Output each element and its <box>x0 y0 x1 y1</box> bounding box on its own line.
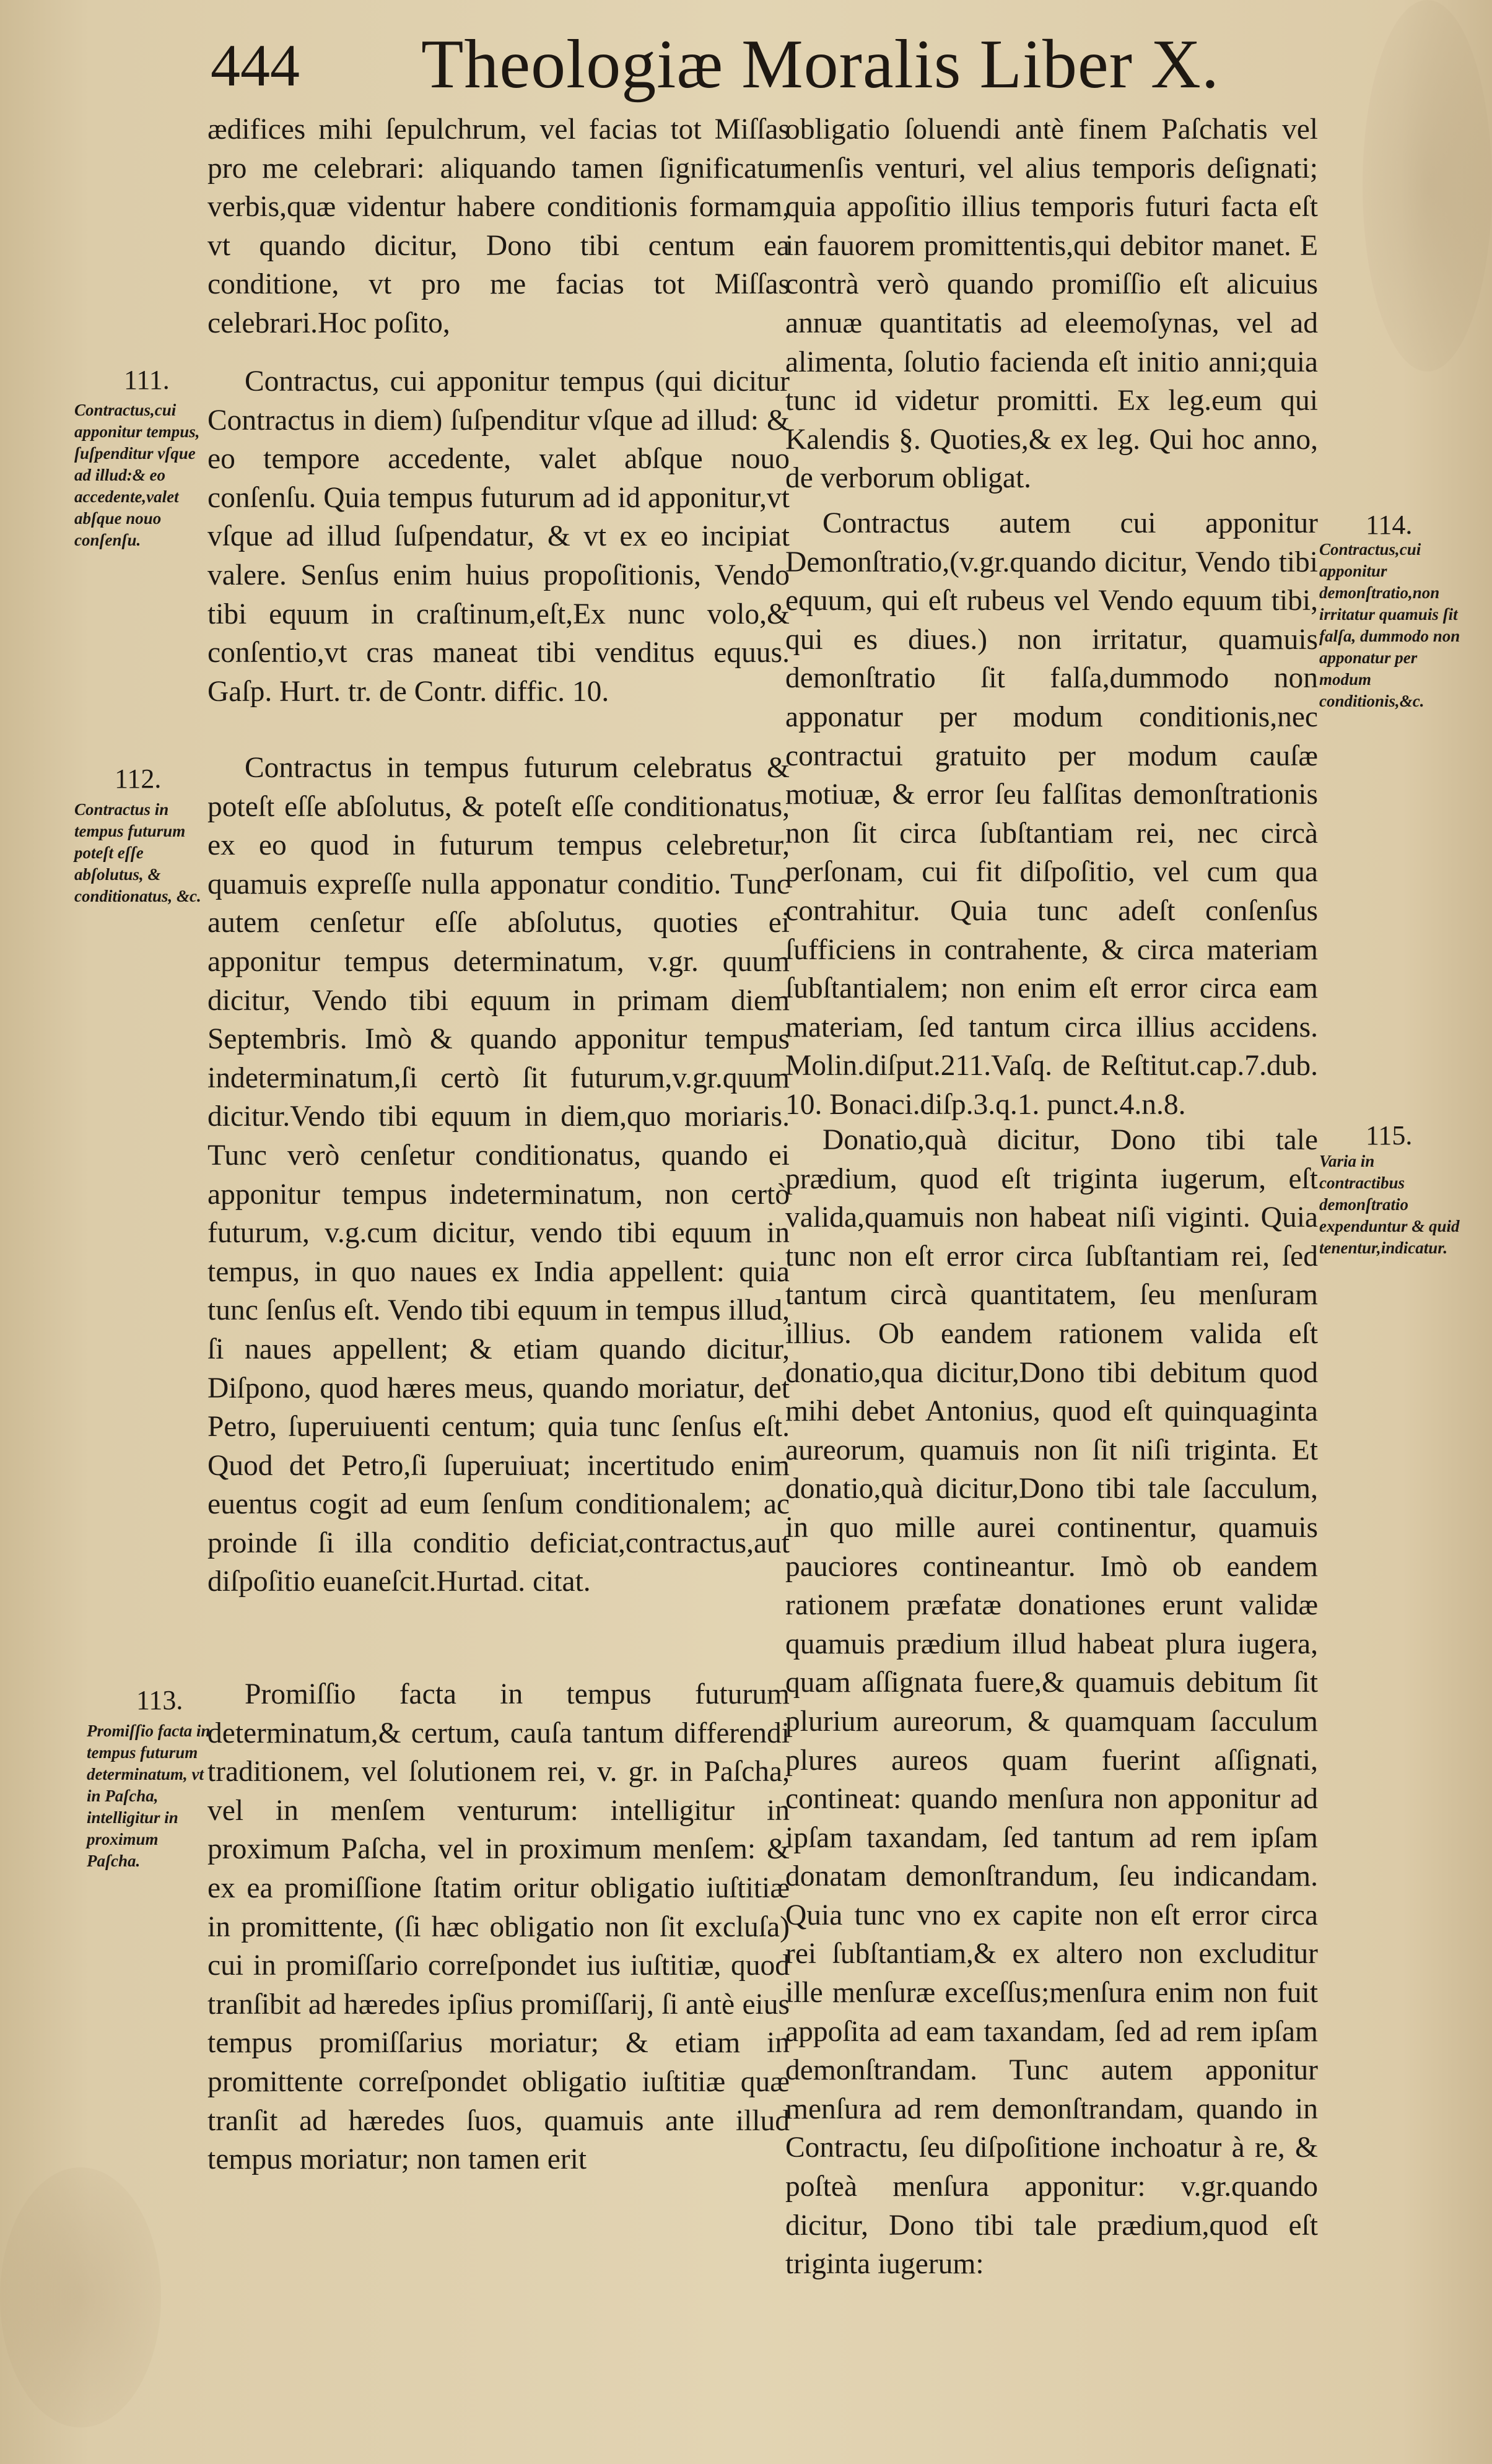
left-column-opening-text: ædifices mihi ſepulchrum, vel facias tot Miſſas pro me celebrari: aliquando tamen ſignificatur verbis,quæ videntur habere conditionis formam, vt quando dicitur, Dono tibi centum ea conditione, vt pro me facias tot Miſſas celebrari.Hoc poſito, <box>207 113 790 339</box>
page-number: 444 <box>211 32 300 98</box>
paper-stain <box>0 2167 161 2427</box>
paper-stain <box>1363 0 1492 372</box>
section-112-number: 112. <box>115 764 162 794</box>
section-114-number: 114. <box>1366 510 1413 540</box>
section-113-text: Promiſſio facta in tempus futurum determinatum,& certum, cauſa tantum differendi traditionem, vel ſolutionem rei, v. gr. in Paſcha, vel in menſem venturum: intelligitur in proximum Paſcha, vel in proximum menſem: & ex ea promiſſione ſtatim oritur obligatio iuſtitiæ in promittente, (ſi hæc obligatio non ſit excluſa) cui in promiſſario correſpondet ius iuſtitiæ, quod tranſibit ad hæredes ipſius promiſſarij, ſi antè eius tempus promiſſarius moriatur; & etiam in promittente correſpondet obligatio iuſtitiæ quæ tranſit ad hæredes ſuos, quamuis ante illud tempus moriatur; non tamen erit <box>207 1678 790 2176</box>
section-115-number: 115. <box>1366 1120 1413 1151</box>
right-column-opening-text: obligatio ſoluendi antè finem Paſchatis vel menſis venturi, vel alius temporis deſignati; quia appoſitio illius temporis futuri facta eſt in fauorem promittentis,qui debitor manet. E contrà verò quando promiſſio eſt alicuius annuæ quantitatis ad eleemoſynas, vel ad alimenta, ſolutio facienda eſt initio anni;quia tunc id videtur promitti. Ex leg.eum qui Kalendis §. Quoties,& ex leg. Qui hoc anno, de verborum obligat. <box>785 113 1318 495</box>
section-112-text: Contractus in tempus futurum celebratus & poteſt eſſe abſolutus, & poteſt eſſe conditionatus, ex eo quod in futurum tempus celebretur, quamuis expreſſe nulla apponatur conditio. Tunc autem cenſetur eſſe abſolutus, quoties ei apponitur tempus determinatum, v.gr. quum dicitur, Vendo tibi equum in primam diem Septembris. Imò & quando apponitur tempus indeterminatum,ſi certò ſit futurum,v.gr.quum dicitur.Vendo tibi equum in diem,quo moriaris. Tunc verò cenſetur conditionatus, quando ei apponitur tempus indeterminatum, non certò futurum, v.g.cum dicitur, vendo tibi equum in tempus, in quo naues ex India appellent: quia tunc ſenſus eſt. Vendo tibi equum in tempus illud, ſi naues appellent; & etiam quando dicitur, Diſpono, quod hæres meus, quando moriatur, det Petro, ſuperuiuenti centum; quia tunc ſenſus eſt. Quod det Petro,ſi ſuperuiuat; incertitudo enim euentus cogit ad eum ſenſum conditionalem; ac proinde ſi illa conditio deficiat,contractus,aut diſpoſitio euaneſcit.Hurtad. citat. <box>207 752 790 1598</box>
section-115-sidenote: Varia in contractibus demonſtratio expenduntur & quid tenentur,indicatur. <box>1319 1152 1460 1257</box>
section-114-sidenote: Contractus,cui apponitur demonſtratio,non irritatur quamuis ſit falſa, dummodo non apponatur per modum conditionis,&c. <box>1319 540 1460 710</box>
running-title: Theologiæ Moralis Liber X. <box>421 26 1219 103</box>
section-111-sidenote: Contractus,cui apponitur tempus, ſuſpenditur vſque ad illud:& eo accedente,valet abſque nouo conſenſu. <box>74 401 200 549</box>
page-header <box>211 25 1219 105</box>
section-115-text: Donatio,quà dicitur, Dono tibi tale prædium, quod eſt triginta iugerum, eſt valida,quamuis non habeat niſi viginti. Quia tunc non eſt error circa ſubſtantiam rei, ſed tantum circà quantitatem, ſeu menſuram illius. Ob eandem rationem valida eſt donatio,qua dicitur,Dono tibi debitum quod mihi debet Antonius, quod eſt quinquaginta aureorum, quamuis non ſit niſi triginta. Et donatio,quà dicitur,Dono tibi tale ſacculum, in quo mille aurei continentur, quamuis pauciores contineantur. Imò ob eandem rationem præfatæ donationes erunt validæ quamuis prædium illud habeat plura iugera, quam aſſignata fuere,& quamuis debitum ſit plurium aureorum, & quamquam ſacculum plures aureos quam fuerint aſſignati, contineat: quando menſura non apponitur ad ipſam taxandam, ſed tantum ad rem ipſam donatam demonſtrandum, ſeu indicandam. Quia tunc vno ex capite non eſt error circa rei ſubſtantiam,& ex altero non excluditur ille menſuræ exceſſus;menſura enim non fuit appoſita ad eam taxandam, ſed ad rem ipſam demonſtrandam. Tunc autem apponitur menſura ad rem demonſtrandam, quando in Contractu, ſeu diſpoſitione inchoatur à re, & poſteà menſura apponitur: v.gr.quando dicitur, Dono tibi tale prædium,quod eſt triginta iugerum: <box>785 1124 1318 2281</box>
section-111-text: Contractus, cui apponitur tempus (qui dicitur Contractus in diem) ſuſpenditur vſque ad illud: & eo tempore accedente, valet abſque nouo conſenſu. Quia tempus futurum ad id apponitur,vt vſque ad illud ſuſpendatur, & vt ex eo incipiat valere. Senſus enim huius propoſitionis, Vendo tibi equum in craſtinum,eſt,Ex nunc volo,& conſentio,vt cras maneat tibi venditus equus. Gaſp. Hurt. tr. de Contr. diffic. 10. <box>207 365 790 708</box>
section-113-sidenote: Promiſſio facta in tempus futurum determinatum, vt in Paſcha, intelligitur in proximum Paſcha. <box>87 1722 211 1870</box>
section-111-number: 111. <box>124 365 170 395</box>
section-112-sidenote: Contractus in tempus futurum poteſt eſſe abſolutus, & conditionatus, &c. <box>74 800 201 905</box>
section-113-number: 113. <box>136 1685 183 1715</box>
section-114-text: Contractus autem cui apponitur Demonſtratio,(v.gr.quando dicitur, Vendo tibi equum, qui eſt rubeus vel Vendo equum tibi, qui es diues.) non irritatur, quamuis demonſtratio ſit falſa,dummodo non apponatur per modum conditionis,nec contractui gratuito per modum cauſæ motiuæ, & error ſeu falſitas demonſtrationis non ſit circa ſubſtantiam rei, nec circà perſonam, cui fit diſpoſitio, vel cum qua contrahitur. Quia tunc adeſt conſenſus ſufficiens in contrahente, & circa materiam ſubſtantialem; non enim eſt error circa eam materiam, ſed tantum circa illius accidens. Molin.diſput.211.Vaſq. de Reſtitut.cap.7.dub. 10. Bonaci.diſp.3.q.1. punct.4.n.8. <box>785 507 1318 1121</box>
